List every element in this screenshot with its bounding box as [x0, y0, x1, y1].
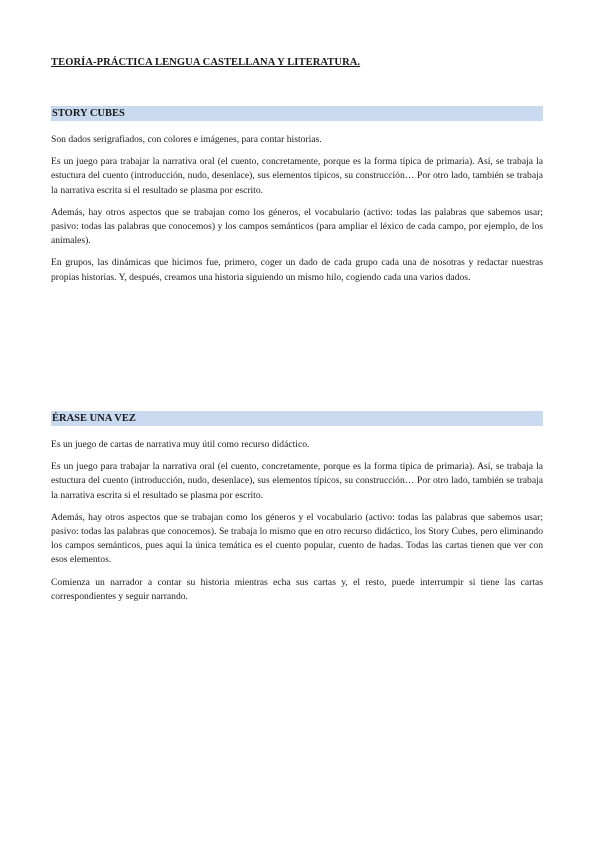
- paragraph: Es un juego de cartas de narrativa muy útil como recurso didáctico.: [51, 439, 310, 450]
- section-heading: STORY CUBES: [51, 106, 543, 121]
- paragraph: Son dados serigrafiados, con colores e imágenes, para contar historias.: [51, 134, 322, 145]
- section-story-cubes: [51, 106, 543, 293]
- section-heading: ÉRASE UNA VEZ: [51, 411, 543, 426]
- section-erase-una-vez: [51, 411, 543, 612]
- paragraph: Además, hay otros aspectos que se trabajan como los géneros, el vocabulario (activo: todas las palabras que sabemos usar; pasivo: todas las palabras que conocemos) y los campos semánticos (para ampliar el léxico de cada campo, por ejemplo, de los animales).: [51, 206, 543, 247]
- paragraph: Comienza un narrador a contar su historia mientras echa sus cartas y, el resto, puede interrumpir si tiene las cartas correspondientes y seguir narrando.: [51, 576, 543, 602]
- paragraph: Es un juego para trabajar la narrativa oral (el cuento, concretamente, porque es la forma típica de primaria). Así, se trabaja la estuctura del cuento (introducción, nudo, desenlace), sus elementos típicos, su construcción… Por otro lado, también se trabaja la narrativa escrita si el resultado se plasma por escrito.: [51, 156, 543, 196]
- paragraph: Es un juego para trabajar la narrativa oral (el cuento, concretamente, porque es la forma típica de primaria). Así, se trabaja la estuctura del cuento (introducción, nudo, desenlace), sus elementos típicos, su construcción… Por otro lado, también se trabaja la narrativa escrita si el resultado se plasma por escrito.: [51, 461, 543, 501]
- paragraph: En grupos, las dinámicas que hicimos fue, primero, coger un dado de cada grupo cada una de nosotras y redactar nuestras propias historias. Y, después, creamos una historia siguiendo un mismo hilo, cogiendo cada una varios dados.: [51, 257, 543, 283]
- document-title: TEORÍA-PRÁCTICA LENGUA CASTELLANA Y LITERATURA.: [51, 57, 361, 68]
- paragraph: Además, hay otros aspectos que se trabajan como los géneros y el vocabulario (activo: todas las palabras que sabemos usar; pasivo: todas las palabras que conocemos). Se trabaja lo mismo que en otro recurso didáctico, los Story Cubes, pero eliminando los campos semánticos, pues aquí la única temática es el cuento popular, cuento de hadas. Todas las cartas tienen que ver con esos elementos.: [51, 511, 543, 566]
